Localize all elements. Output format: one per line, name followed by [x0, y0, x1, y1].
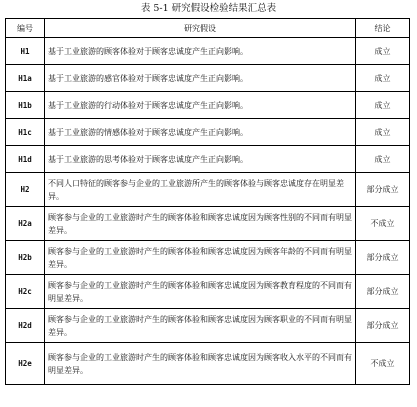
row-conclusion: 成立 — [356, 92, 410, 119]
row-hypothesis: 基于工业旅游的情感体验对于顾客忠诚度产生正向影响。 — [45, 119, 356, 146]
header-id: 编号 — [6, 19, 45, 38]
row-id: H1d — [6, 146, 45, 173]
row-conclusion: 部分成立 — [356, 241, 410, 275]
row-hypothesis: 顾客参与企业的工业旅游时产生的顾客体验和顾客忠诚度因为顾客性别的不同而有明显差异。 — [45, 207, 356, 241]
row-hypothesis: 不同人口特征的顾客参与企业的工业旅游所产生的顾客体验与顾客忠诚度存在明显差异。 — [45, 173, 356, 207]
row-id: H2c — [6, 275, 45, 309]
row-hypothesis: 基于工业旅游的思考体验对于顾客忠诚度产生正向影响。 — [45, 146, 356, 173]
row-hypothesis: 基于工业旅游的感官体验对于顾客忠诚度产生正向影响。 — [45, 65, 356, 92]
row-conclusion: 不成立 — [356, 343, 410, 385]
row-conclusion: 不成立 — [356, 207, 410, 241]
row-hypothesis: 顾客参与企业的工业旅游时产生的顾客体验和顾客忠诚度因为顾客职业的不同而有明显差异。 — [45, 309, 356, 343]
row-hypothesis: 基于工业旅游的顾客体验对于顾客忠诚度产生正向影响。 — [45, 38, 356, 65]
table-row — [6, 343, 410, 385]
table-row — [6, 173, 410, 207]
table-row — [6, 275, 410, 309]
row-conclusion: 成立 — [356, 146, 410, 173]
row-id: H1c — [6, 119, 45, 146]
header-row — [6, 19, 410, 38]
row-hypothesis: 顾客参与企业的工业旅游时产生的顾客体验和顾客忠诚度因为顾客收入水平的不同而有明显差异。 — [45, 343, 356, 385]
table-row — [6, 92, 410, 119]
row-id: H1 — [6, 38, 45, 65]
table-row — [6, 241, 410, 275]
row-id: H2e — [6, 343, 45, 385]
table-row — [6, 65, 410, 92]
row-conclusion: 部分成立 — [356, 309, 410, 343]
row-conclusion: 部分成立 — [356, 275, 410, 309]
table-row — [6, 309, 410, 343]
header-conclusion: 结论 — [356, 19, 410, 38]
table-row — [6, 207, 410, 241]
row-id: H2b — [6, 241, 45, 275]
table-row — [6, 38, 410, 65]
row-conclusion: 成立 — [356, 38, 410, 65]
row-hypothesis: 顾客参与企业的工业旅游时产生的顾客体验和顾客忠诚度因为顾客年龄的不同而有明显差异。 — [45, 241, 356, 275]
table-row — [6, 119, 410, 146]
row-conclusion: 成立 — [356, 119, 410, 146]
row-id: H2a — [6, 207, 45, 241]
row-conclusion: 部分成立 — [356, 173, 410, 207]
row-conclusion: 成立 — [356, 65, 410, 92]
results-table — [5, 18, 410, 385]
row-hypothesis: 基于工业旅游的行动体验对于顾客忠诚度产生正向影响。 — [45, 92, 356, 119]
row-id: H1a — [6, 65, 45, 92]
row-id: H2d — [6, 309, 45, 343]
table-caption: 表 5-1 研究假设检验结果汇总表 — [140, 3, 277, 14]
row-id: H1b — [6, 92, 45, 119]
table-row — [6, 146, 410, 173]
row-id: H2 — [6, 173, 45, 207]
header-hypothesis: 研究假设 — [45, 19, 356, 38]
row-hypothesis: 顾客参与企业的工业旅游时产生的顾客体验和顾客忠诚度因为顾客教育程度的不同而有明显差异。 — [45, 275, 356, 309]
